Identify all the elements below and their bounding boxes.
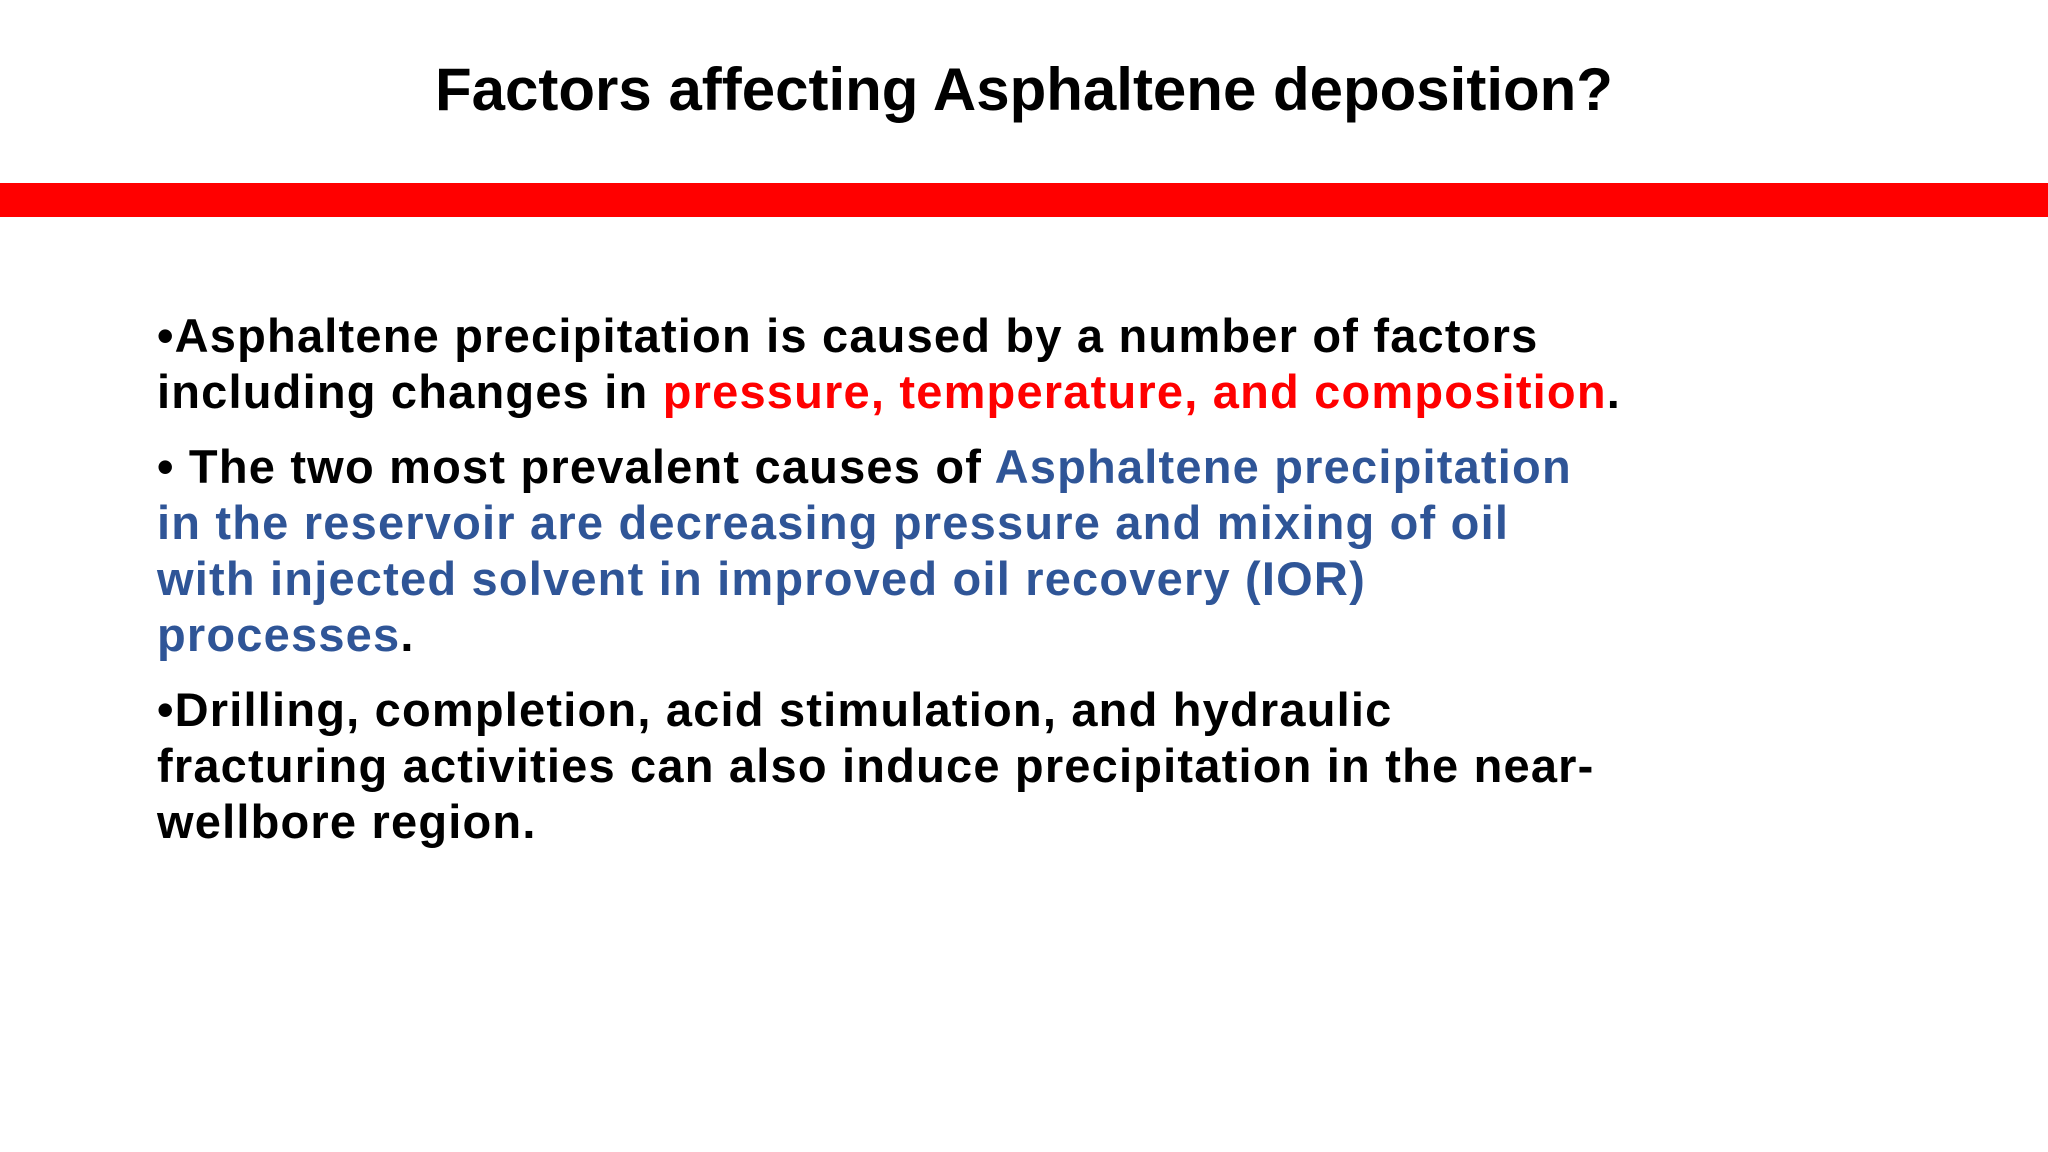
- title-divider-bar: [0, 183, 2048, 217]
- bullet-1-line-1: •Asphaltene precipitation is caused by a number of factors: [157, 309, 1539, 362]
- bullet-2-highlight-line-3: with injected solvent in improved oil recovery (IOR): [157, 552, 1366, 605]
- bullet-2-highlight-line-4: processes: [157, 608, 401, 661]
- bullet-1-period: .: [1606, 365, 1622, 418]
- bullet-2-highlight-line-1: Asphaltene precipitation: [994, 440, 1572, 493]
- bullet-1-highlight: pressure, temperature, and composition: [662, 365, 1607, 418]
- slide-title: Factors affecting Asphaltene deposition?: [435, 56, 1613, 123]
- slide-body: [157, 308, 1917, 869]
- bullet-2: [157, 439, 1917, 663]
- bullet-1: [157, 308, 1917, 420]
- bullet-2-line-1-prefix: • The two most prevalent causes of: [157, 440, 995, 493]
- bullet-3-line-1: •Drilling, completion, acid stimulation, and hydraulic: [157, 683, 1393, 736]
- bullet-2-highlight-line-2: in the reservoir are decreasing pressure and mixing of oil: [157, 496, 1510, 549]
- bullet-1-line-2-prefix: including changes in: [157, 365, 663, 418]
- bullet-3-line-3: wellbore region.: [157, 795, 537, 848]
- bullet-3-line-2: fracturing activities can also induce precipitation in the near-: [157, 739, 1595, 792]
- bullet-2-period: .: [400, 608, 415, 661]
- bullet-3: [157, 682, 1917, 850]
